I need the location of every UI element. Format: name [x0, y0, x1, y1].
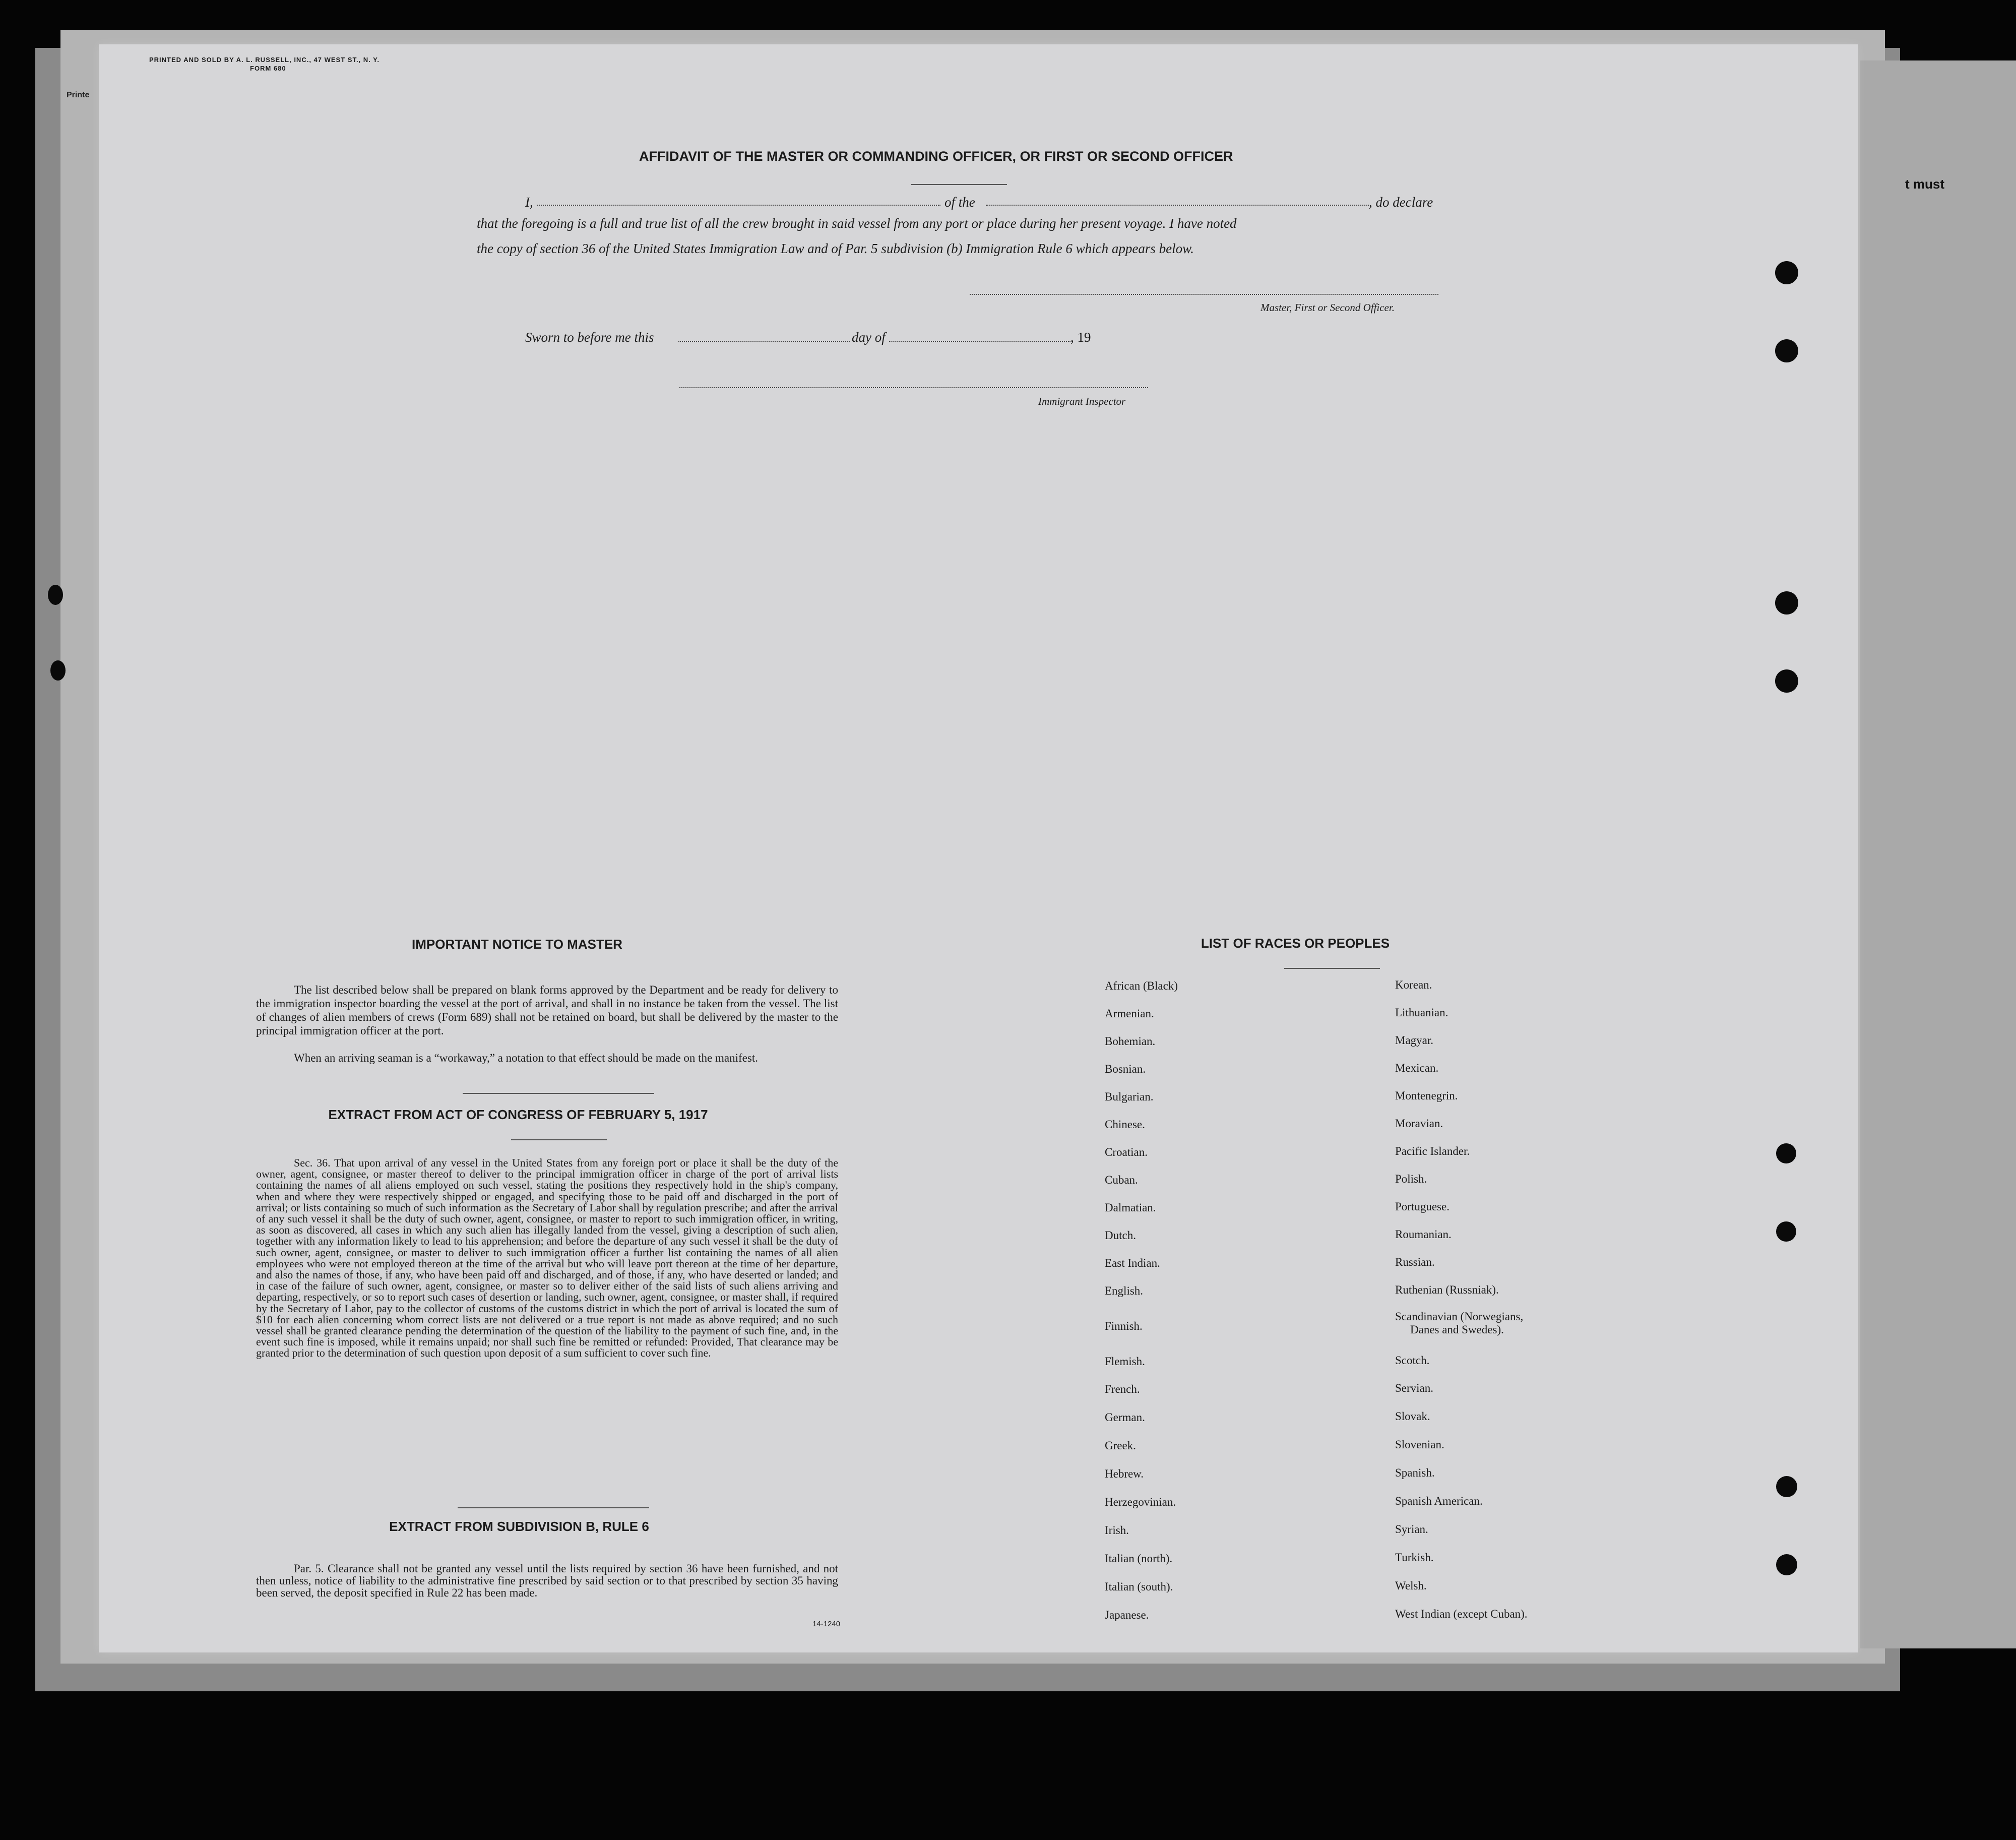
extract-act-title: EXTRACT FROM ACT OF CONGRESS OF FEBRUARY 5, 1917: [328, 1107, 708, 1122]
race-item: Montenegrin.: [1395, 1089, 1458, 1102]
officer-signature-field[interactable]: [970, 294, 1438, 295]
sworn-month-field[interactable]: [889, 341, 1070, 342]
vessel-name-field[interactable]: [986, 205, 1369, 206]
punch-hole: [1775, 261, 1798, 284]
affidavit-line1-end: , do declare: [1369, 195, 1433, 210]
race-item: Portuguese.: [1395, 1200, 1450, 1213]
race-item: Finnish.: [1105, 1320, 1143, 1332]
affidavit-line1-start: I,: [525, 195, 533, 210]
race-item: African (Black): [1105, 979, 1178, 992]
punch-hole: [1776, 1476, 1797, 1497]
race-item: Bulgarian.: [1105, 1090, 1154, 1103]
race-item: French.: [1105, 1383, 1140, 1395]
printer-imprint: PRINTED AND SOLD BY A. L. RUSSELL, INC., 47 WEST ST., N. Y.: [149, 56, 380, 64]
race-item: Welsh.: [1395, 1579, 1427, 1592]
race-item: East Indian.: [1105, 1257, 1160, 1269]
sworn-start: Sworn to before me this: [525, 330, 654, 345]
title-rule: [911, 184, 1007, 185]
race-item: Hebrew.: [1105, 1467, 1144, 1480]
underlying-sheet-right: [1860, 60, 2016, 1648]
race-item: Turkish.: [1395, 1551, 1434, 1564]
extract-act-text: Sec. 36. That upon arrival of any vessel in the United States from any foreign port or place it shall be the duty of the owner, agent, consignee, or master thereof to deliver to the principal immigration officer in charge of the port of arrival lists containing the names of all aliens employed on such vessel, stating the positions they respectively hold in the ship's company, when and where they were respectively shipped or engaged, and specifying those to be paid off and discharged in the port of arrival; or lists containing so much of such information as the Secretary of Labor shall by regulation prescribe; and after the arrival of any such vessel it shall be the duty of such owner, agent, consignee, or master to report to such immigration officer, in writing, as soon as discovered, all cases in which any such alien has illegally landed from the vessel, giving a description of such alien, together with any information likely to lead to his apprehension; and before the departure of any such vessel it shall be the duty of such owner, agent, consignee, or master to deliver to such immigration officer a further list containing the names of all alien employees who were not employed thereon at the time of the arrival but who will leave port thereon at the time of her departure, and also the names of those, if any, who have been paid off and discharged, and of those, if any, who have deserted or landed; and in case of the failure of such owner, agent, consignee, or master so to deliver either of the said lists of such aliens arriving and departing, respectively, or so to report such cases of desertion or landing, such owner, agent, consignee, or master shall, if required by the Secretary of Labor, pay to the collector of customs of the customs district in which the port of arrival is located the sum of $10 for each alien concerning whom correct lists are not delivered or a true report is not made as above required; and no such vessel shall be granted clearance pending the determination of the question of the liability to the payment of such fine, and, in the event such fine is imposed, while it remains unpaid; nor shall such fine be remitted or refunded: Provided, That clearance may be granted prior to the determination of such question upon deposit of a sum sufficient to cover such fine.: [256, 1156, 838, 1360]
race-item: Slovak.: [1395, 1410, 1430, 1423]
race-item: German.: [1105, 1411, 1145, 1424]
punch-hole: [1776, 1143, 1796, 1163]
race-item: Spanish American.: [1395, 1495, 1483, 1507]
right-margin-text: t must: [1905, 176, 1944, 192]
races-title: LIST OF RACES OR PEOPLES: [1201, 936, 1390, 951]
extract-rule-title: EXTRACT FROM SUBDIVISION B, RULE 6: [389, 1519, 649, 1534]
race-item: Scandinavian (Norwegians,: [1395, 1310, 1524, 1323]
race-item: Dalmatian.: [1105, 1201, 1156, 1214]
race-item: Lithuanian.: [1395, 1006, 1448, 1019]
affidavit-title: AFFIDAVIT OF THE MASTER OR COMMANDING OFFICER, OR FIRST OR SECOND OFFICER: [639, 149, 1233, 164]
notice-para2: When an arriving seaman is a “workaway,” a notation to that effect should be made on the manifest.: [294, 1052, 758, 1064]
race-item: Moravian.: [1395, 1117, 1443, 1130]
binding-mark: [48, 585, 63, 605]
race-item: Flemish.: [1105, 1355, 1145, 1368]
race-item: Mexican.: [1395, 1062, 1439, 1074]
race-item: Spanish.: [1395, 1466, 1435, 1479]
binding-mark: [50, 660, 66, 681]
race-item: Greek.: [1105, 1439, 1136, 1452]
race-item: Herzegovinian.: [1105, 1496, 1176, 1508]
notice-rule: [463, 1093, 654, 1094]
race-item: Croatian.: [1105, 1146, 1148, 1158]
race-item: Bosnian.: [1105, 1063, 1146, 1075]
race-item: Armenian.: [1105, 1007, 1154, 1020]
extract-act-end-rule: [458, 1507, 649, 1508]
race-item: Cuban.: [1105, 1174, 1138, 1186]
race-item: Magyar.: [1395, 1034, 1434, 1047]
affidavit-line1-mid: of the: [944, 195, 975, 210]
punch-hole: [1776, 1554, 1797, 1575]
race-item: Roumanian.: [1395, 1228, 1452, 1241]
race-item: Bohemian.: [1105, 1035, 1156, 1048]
race-item: Irish.: [1105, 1524, 1129, 1537]
race-item: Japanese.: [1105, 1609, 1149, 1621]
form-code: 14-1240: [812, 1620, 841, 1628]
affidavit-line2: that the foregoing is a full and true list of all the crew brought in said vessel from any port or place during her present voyage. I have noted: [477, 216, 1237, 231]
race-item: Pacific Islander.: [1395, 1145, 1470, 1157]
race-item: Chinese.: [1105, 1118, 1145, 1131]
inspector-caption: Immigrant Inspector: [1038, 395, 1126, 407]
notice-para1: The list described below shall be prepared on blank forms approved by the Department and be ready for delivery to the immigration inspector boarding the vessel at the port of arrival, and shall in no instance be taken from the vessel. The list of changes of alien members of crews (Form 689) shall not be retained on board, but shall be delivered by the master to the principal immigration officer at the port.: [256, 984, 838, 1037]
race-item: Italian (north).: [1105, 1552, 1173, 1565]
punch-hole: [1776, 1221, 1796, 1242]
race-item: Italian (south).: [1105, 1580, 1173, 1593]
race-item: Syrian.: [1395, 1523, 1428, 1536]
sworn-mid: day of: [852, 330, 886, 345]
race-item: English.: [1105, 1284, 1144, 1297]
race-item: Dutch.: [1105, 1229, 1136, 1242]
race-item: Servian.: [1395, 1382, 1434, 1394]
race-item: Korean.: [1395, 978, 1432, 991]
punch-hole: [1775, 669, 1798, 693]
race-item: West Indian (except Cuban).: [1395, 1608, 1528, 1620]
form-number: FORM 680: [250, 65, 286, 72]
races-rule: [1284, 968, 1380, 969]
race-item: Polish.: [1395, 1173, 1427, 1185]
master-name-field[interactable]: [537, 205, 940, 206]
extract-act-rule: [511, 1139, 607, 1140]
race-item-continuation: Danes and Swedes).: [1410, 1323, 1504, 1336]
inspector-signature-field[interactable]: [679, 387, 1148, 388]
extract-rule-text: Par. 5. Clearance shall not be granted any vessel until the lists required by section 36 have been furnished, and not then unless, notice of liability to the administrative fine prescribed by said section or to that prescribed by section 35 having been served, the deposit specified in Rule 22 has been made.: [256, 1562, 838, 1599]
left-margin-text: Printe: [67, 91, 90, 99]
punch-hole: [1775, 591, 1798, 615]
affidavit-line3: the copy of section 36 of the United States Immigration Law and of Par. 5 subdivision (b) Immigration Rule 6 which appears below.: [477, 241, 1194, 256]
race-item: Ruthenian (Russniak).: [1395, 1283, 1499, 1296]
sworn-day-field[interactable]: [678, 341, 850, 342]
sworn-end: , 19: [1070, 330, 1091, 345]
form-page: [99, 44, 1858, 1652]
signature-caption: Master, First or Second Officer.: [1261, 301, 1395, 314]
race-item: Slovenian.: [1395, 1438, 1444, 1451]
race-item: Scotch.: [1395, 1354, 1430, 1367]
notice-title: IMPORTANT NOTICE TO MASTER: [412, 937, 622, 952]
race-item: Russian.: [1395, 1256, 1435, 1268]
punch-hole: [1775, 339, 1798, 362]
